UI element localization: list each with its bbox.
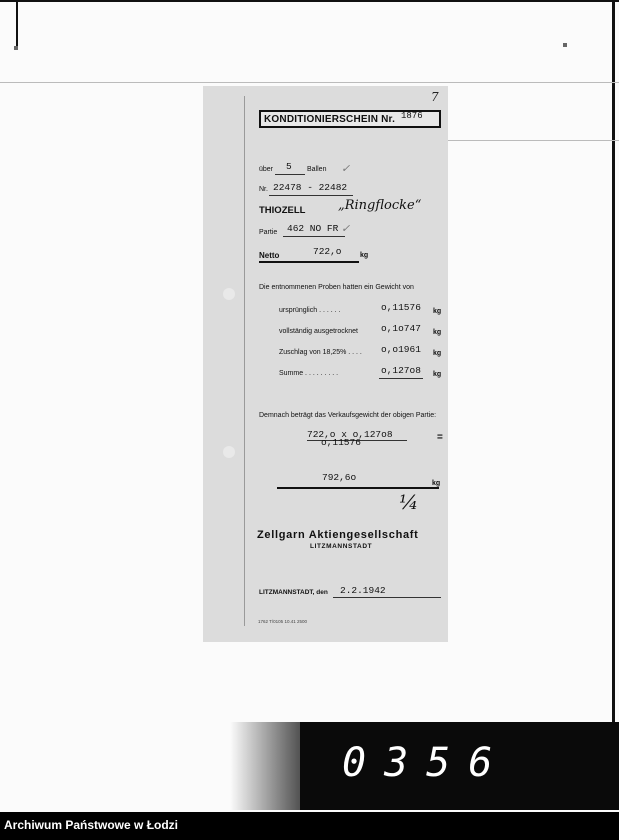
sample-unit: kg: [433, 371, 442, 378]
partie-underline: [283, 236, 345, 237]
sample-value: o,o1961: [381, 344, 421, 355]
check-mark: ✓: [341, 162, 351, 175]
result-intro: Demnach beträgt das Verkaufsgewicht der obigen Partie:: [259, 412, 437, 419]
printer-code: 1762 T/0105 10.41 2500: [258, 619, 307, 624]
sample-value: o,1o747: [381, 323, 421, 334]
equals-sign: =: [437, 432, 443, 443]
document-number: 1876: [401, 111, 423, 121]
sample-label: ursprünglich . . . . . .: [279, 307, 341, 314]
margin-line: [244, 96, 245, 626]
netto-label: Netto: [259, 251, 280, 260]
document-title: KONDITIONIERSCHEIN Nr.: [264, 114, 396, 125]
company-city: LITZMANNSTADT: [310, 543, 373, 550]
archive-label: Archiwum Państwowe w Łodzi: [4, 818, 179, 832]
sample-value: o,11576: [381, 302, 421, 313]
sample-value: o,127o8: [381, 365, 421, 376]
handwritten-mark: ¼: [399, 490, 419, 514]
ueber-value: 5: [286, 161, 292, 172]
result-value: 792,6o: [322, 472, 357, 483]
document-sheet: [203, 86, 448, 642]
date-underline: [333, 597, 441, 598]
sample-label: vollständig ausgetrocknet: [279, 328, 358, 335]
punch-hole: [223, 288, 235, 300]
frame-guide-line: [440, 140, 619, 141]
material-handwritten: „Ringflocke“: [338, 198, 422, 213]
title-box: [259, 110, 441, 128]
company-name: Zellgarn Aktiengesellschaft: [257, 529, 419, 541]
punch-hole: [223, 446, 235, 458]
nr-value: 22478 - 22482: [273, 182, 348, 193]
sample-unit: kg: [433, 308, 442, 315]
ueber-label: über: [259, 166, 274, 173]
date-value: 2.2.1942: [340, 585, 386, 596]
ueber-underline: [275, 174, 305, 175]
frame-guide-line: [0, 82, 619, 83]
formula-top: 722,o x o,127o8: [307, 429, 393, 440]
sample-unit: kg: [433, 350, 442, 357]
date-label: LITZMANNSTADT, den: [259, 589, 328, 596]
netto-underline: [259, 261, 359, 263]
sample-unit: kg: [433, 329, 442, 336]
page-number: 7: [431, 90, 439, 104]
result-unit: kg: [432, 480, 441, 487]
nr-underline: [269, 195, 353, 196]
film-frame-number: 0356: [342, 740, 511, 786]
formula-bottom: o,11576: [321, 437, 361, 448]
sample-label: Summe . . . . . . . . .: [279, 370, 339, 377]
sample-intro: Die entnommenen Proben hatten ein Gewicht von: [259, 284, 414, 291]
frame-top-line: [0, 0, 619, 2]
partie-value: 462 NO FR: [287, 223, 339, 234]
frame-right-line: [612, 0, 615, 722]
netto-unit: kg: [360, 252, 369, 259]
samples-separator: [379, 378, 423, 379]
film-shadow: [230, 722, 310, 810]
partie-label: Partie: [259, 229, 278, 236]
check-mark: ✓: [341, 222, 351, 235]
result-underline: [277, 487, 439, 489]
sample-label: Zuschlag von 18,25% . . . .: [279, 349, 362, 356]
frame-mark: [563, 43, 567, 47]
frame-left-line: [16, 0, 18, 50]
ballen-label: Ballen: [307, 166, 327, 173]
nr-label: Nr.: [259, 186, 268, 193]
material-label: THIOZELL: [259, 205, 306, 216]
frame-mark: [14, 46, 18, 50]
netto-value: 722,o: [313, 246, 342, 257]
